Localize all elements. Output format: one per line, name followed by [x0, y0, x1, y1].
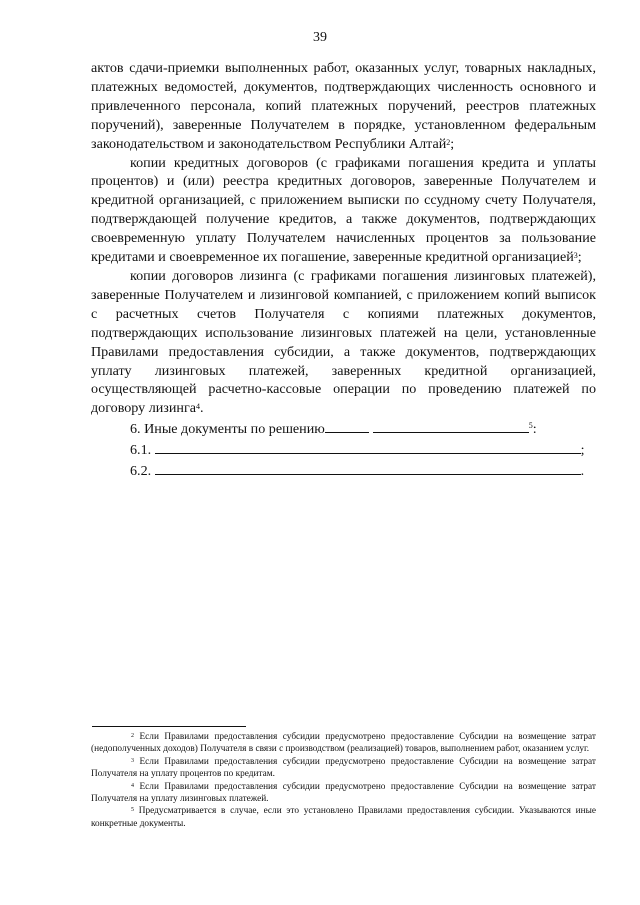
footnote-number: 2 — [131, 733, 134, 739]
footnote-text: Предусматривается в случае, если это установлено Правилами предоставления субсидии. Указываются иные конкретные документы. — [91, 806, 596, 829]
punctuation: ; — [450, 135, 455, 152]
page-number: 39 — [313, 30, 327, 45]
footnote-3 — [91, 756, 596, 781]
blank-field[interactable] — [373, 418, 529, 433]
paragraph-credit-text: копии кредитных договоров (с графиками погашения кредита и уплаты процентов) и (или) реестра кредитных договоров, заверенные Получателем и кредитной организацией, с приложением выписки по ссудному счету Получателя, подтверждающей получение кредитов, а также документов, подтверждающих своевременную уплату Получателем начисленных процентов за пользование кредитами и своевременное их погашение, заверенные кредитной организацией — [91, 154, 596, 266]
blank-field[interactable] — [325, 418, 369, 433]
footnote-number: 4 — [131, 782, 134, 789]
paragraph-acts-text: актов сдачи-приемки выполненных работ, оказанных услуг, товарных накладных, платежных ведомостей, документов, подтверждающих численность основного и привлеченного персонала, копий платежных поручений, реестров платежных поручений), заверенные Получателем в порядке, установленном федеральным законодательством и законодательством Республики Алтай — [91, 60, 596, 152]
footnote-text: Если Правилами предоставления субсидии предусмотрено предоставление Субсидии на возмещение затрат (недополученных доходов) Получателя в связи с производством (реализацией) товаров, выполнением работ, оказанием услуг. — [91, 732, 596, 755]
footnote-ref-3[interactable]: 3 — [573, 251, 578, 261]
item-number: 6.1. — [130, 442, 152, 459]
blank-field[interactable] — [155, 439, 581, 454]
footnote-ref-4[interactable]: 4 — [196, 402, 200, 412]
footnote-separator — [92, 726, 246, 727]
footnote-text: Если Правилами предоставления субсидии предусмотрено предоставление Субсидии на возмещение затрат Получателя на уплату процентов по кредитам. — [91, 756, 596, 780]
footnote-text: Если Правилами предоставления субсидии предусмотрено предоставление Субсидии на возмещение затрат Получателя на уплату лизинговых платежей. — [91, 781, 596, 805]
paragraph-acts — [91, 59, 596, 154]
paragraph-leasing-text: копии договоров лизинга (с графиками погашения лизинговых платежей), заверенные Получателем и лизинговой компанией, с приложением копий выписок с расчетных счетов Получателя с копиями платежных документов, подтверждающих использование лизинговых платежей на цели, установленные Правилами предоставления субсидии, а также документов, подтверждающих уплату лизинговых платежей, заверенных кредитной организацией, осуществляющей расчетно-кассовые операции по проведению платежей по договору лизинга — [91, 267, 596, 417]
blank-field[interactable] — [155, 460, 581, 475]
document-body — [91, 59, 596, 481]
punctuation: : — [532, 421, 537, 438]
other-documents-label: 6. Иные документы по решению — [130, 421, 325, 438]
item-number: 6.2. — [130, 463, 152, 480]
other-document-item-1 — [91, 439, 596, 460]
footnote-2 — [91, 731, 596, 756]
footnote-ref-2[interactable]: 2 — [446, 137, 451, 147]
footnote-5 — [91, 805, 596, 830]
footnotes — [91, 731, 596, 830]
paragraph-credit-agreements — [91, 154, 596, 267]
paragraph-leasing-agreements — [91, 267, 596, 418]
punctuation: ; — [580, 442, 585, 459]
footnote-number: 3 — [131, 757, 134, 764]
other-documents-heading — [91, 418, 596, 439]
other-document-item-2 — [91, 460, 596, 481]
footnote-4 — [91, 781, 596, 806]
footnote-number: 5 — [131, 807, 134, 814]
punctuation: . — [200, 400, 204, 417]
punctuation: . — [580, 463, 585, 480]
footnote-ref-5[interactable]: 5 — [528, 421, 533, 431]
punctuation: ; — [577, 249, 582, 266]
